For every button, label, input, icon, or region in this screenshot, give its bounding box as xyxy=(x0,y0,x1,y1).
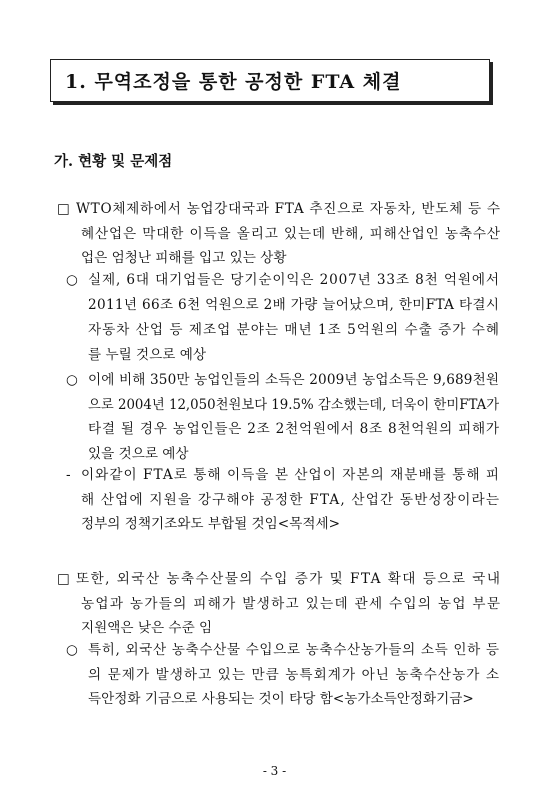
bullet-marker: ○ xyxy=(66,272,78,288)
bullet-marker: □ xyxy=(57,571,70,587)
paragraph-line: 특히, 외국산 농축수산물 수입으로 농축수산농가들의 소득 인하 등 xyxy=(88,642,500,658)
paragraph-line: 혜산업은 막대한 이득을 올리고 있는데 반해, 피해산업인 농축수산 xyxy=(81,225,501,242)
paragraph-line: 농업과 농가들의 피해가 발생하고 있는데 관세 수입의 농업 부문 xyxy=(81,595,502,612)
paragraph-line: 이에 비해 350만 농업인들의 소득은 2009년 농업소득은 9,689천원 xyxy=(88,372,500,388)
paragraph-line: 있을 것으로 예상 xyxy=(88,445,189,462)
paragraph-line: WTO체제하에서 농업강대국과 FTA 추진으로 자동차, 반도체 등 수 xyxy=(76,201,501,217)
paragraph-line: 정부의 정책기조와도 부합될 것임<목적세> xyxy=(81,516,340,532)
paragraph-line: 으로 2004년 12,050천원보다 19.5% 감소했는데, 더욱이 한미FTA가 xyxy=(88,396,500,413)
paragraph-line: 업은 엄청난 피해를 입고 있는 상황 xyxy=(81,250,287,266)
paragraph-line: 실제, 6대 대기업들은 당기순이익은 2007년 33조 8천 억원에서 xyxy=(88,272,500,288)
paragraph-line: 지원액은 낮은 수준 임 xyxy=(81,620,213,636)
section-heading: 가. 현황 및 문제점 xyxy=(54,153,173,170)
paragraph-line: 해 산업에 지원을 강구해야 공정한 FTA, 산업간 동반성장이라는 xyxy=(81,491,501,508)
paragraph-line: 타결 될 경우 농업인들은 2조 2천억원에서 8조 8천억원의 피해가 xyxy=(88,421,500,437)
paragraph-line: 의 문제가 발생하고 있는 만큼 농특회계가 아닌 농축수산농가 소 xyxy=(88,666,501,683)
bullet-marker: ○ xyxy=(66,372,78,388)
paragraph-line: 득안정화 기금으로 사용되는 것이 타당 함<농가소득안정화기금> xyxy=(88,691,474,707)
paragraph-line: 를 누릴 것으로 예상 xyxy=(88,347,207,363)
paragraph-line: 자동차 산업 등 제조업 분야는 매년 1조 5억원의 수출 증가 수혜 xyxy=(88,322,500,338)
paragraph-line: 이와같이 FTA로 통해 이득을 본 산업이 자본의 재분배를 통해 피 xyxy=(81,467,501,483)
paragraph-line: 2011년 66조 6천 억원으로 2배 가량 늘어났으며, 한미FTA 타결시 xyxy=(88,297,500,313)
bullet-marker: ○ xyxy=(66,642,78,658)
bullet-marker: - xyxy=(66,467,71,483)
page-number: - 3 - xyxy=(262,764,287,778)
paragraph-line: 또한, 외국산 농축수산물의 수입 증가 및 FTA 확대 등으로 국내 xyxy=(76,571,502,587)
bullet-marker: □ xyxy=(57,201,70,217)
page-title: 1. 무역조정을 통한 공정한 FTA 체결 xyxy=(50,59,490,102)
